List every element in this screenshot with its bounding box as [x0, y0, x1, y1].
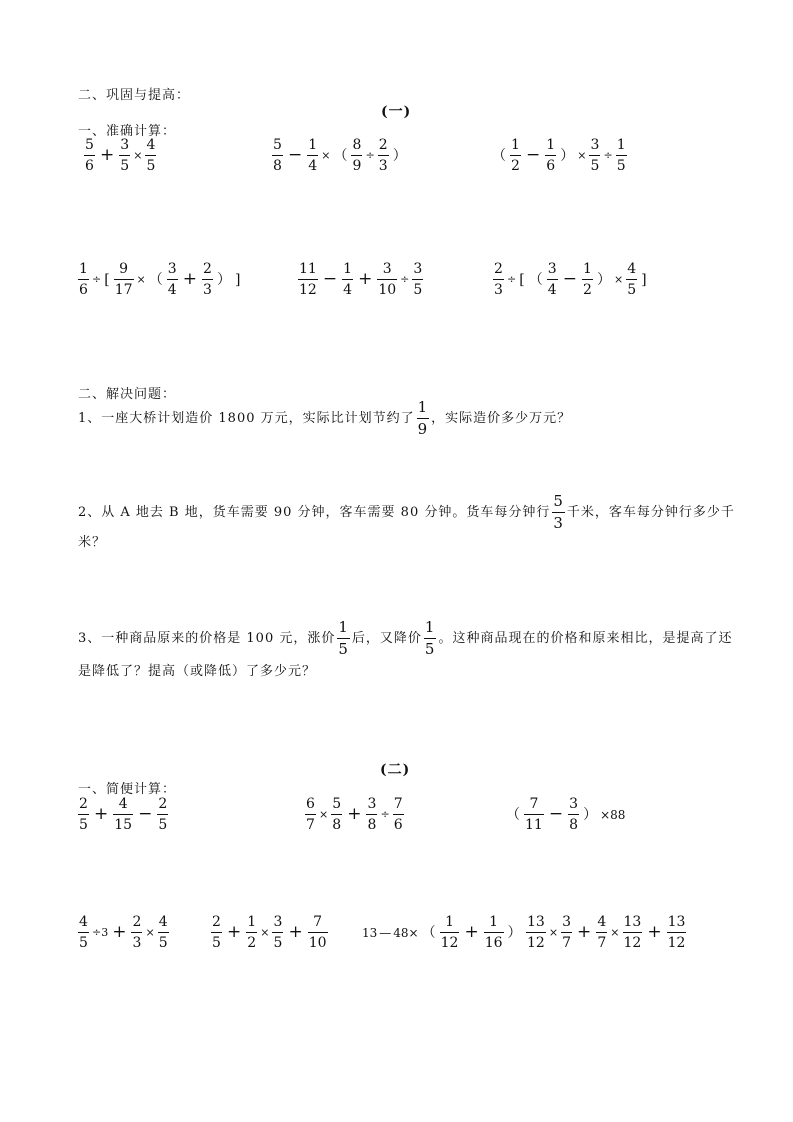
problem-2-text-c: 米？ [78, 535, 107, 550]
minus-sign: − [138, 804, 153, 824]
fraction [114, 262, 134, 297]
divide-sign: ÷ [400, 273, 410, 286]
expr-2-2 [296, 262, 425, 297]
left-bracket: [ [104, 271, 110, 288]
numerator: 2 [132, 914, 142, 930]
problem-3-text-d: 是降低了？提高（或降低）了多少元？ [78, 664, 317, 679]
numerator: 1 [445, 914, 454, 930]
fraction [667, 915, 687, 950]
denominator: 3 [131, 932, 142, 950]
right-bracket: ] [641, 271, 647, 288]
denominator: 2 [510, 155, 521, 173]
problem-1-text-b: ，实际造价多少万元？ [431, 411, 572, 426]
calc1-heading: 一、准确计算： [78, 124, 177, 139]
denominator: 7 [596, 932, 607, 950]
numerator: 13 [623, 914, 642, 930]
numerator: 1 [489, 914, 499, 930]
problem-3 [78, 620, 732, 657]
fraction [298, 262, 318, 297]
times-sign: × [613, 273, 624, 286]
part2-title: (二) [380, 762, 411, 778]
fraction [145, 138, 156, 173]
fraction [113, 797, 133, 832]
denominator: 15 [113, 814, 133, 832]
denominator: 5 [78, 814, 89, 832]
problem-3-text-a: 3、一种商品原来的价格是 100 元，涨价 [78, 631, 336, 646]
fraction [484, 915, 504, 950]
numerator: 5 [273, 137, 282, 153]
fraction [211, 915, 222, 950]
fraction [246, 915, 257, 950]
left-paren: （ [421, 924, 436, 941]
numerator: 1 [511, 137, 520, 153]
denominator: 9 [351, 155, 362, 173]
numerator: 2 [158, 796, 168, 812]
fraction [545, 138, 556, 173]
fraction [626, 262, 637, 297]
fraction [78, 262, 89, 297]
divide-sign: ÷ [380, 808, 390, 821]
right-paren: ） [596, 271, 611, 288]
minus-sign: − [322, 269, 338, 289]
numerator: 7 [393, 796, 403, 812]
fraction [307, 138, 318, 173]
number-13: 13 [362, 925, 378, 940]
fraction [377, 262, 397, 297]
problem-2-text-a: 2、从 A 地去 B 地，货车需要 90 分钟，客车需要 80 分钟。货车每分钟行 [78, 505, 551, 520]
left-paren: （ [528, 271, 543, 288]
numerator: 3 [590, 137, 600, 153]
numerator: 4 [597, 914, 607, 930]
times-sign: × [319, 808, 329, 821]
plus-sign: + [227, 922, 242, 942]
fraction [337, 620, 350, 657]
denominator: 12 [298, 279, 318, 297]
denominator: 12 [623, 932, 643, 950]
expr-4-4 [524, 915, 688, 950]
numerator: 1 [616, 137, 626, 153]
fraction [393, 797, 404, 832]
denominator: 6 [84, 155, 95, 173]
numerator: 3 [569, 796, 579, 812]
expr-1-1 [82, 138, 158, 173]
problem-2-text-b: 千米，客车每分钟行多少千 [566, 505, 735, 520]
right-paren: ） [392, 147, 407, 164]
plus-sign: + [112, 922, 127, 942]
numerator: 1 [546, 137, 556, 153]
plus-sign: + [347, 804, 362, 824]
numerator: 7 [313, 914, 323, 930]
times-sign: × [145, 926, 155, 939]
numerator: 3 [547, 261, 557, 277]
numerator: 13 [667, 914, 686, 930]
numerator: 3 [367, 796, 377, 812]
numerator: 3 [120, 137, 130, 153]
fraction [331, 797, 342, 832]
numerator: 1 [424, 618, 436, 636]
denominator: 3 [378, 155, 389, 173]
right-paren: ） [507, 924, 522, 941]
minus-sign: − [526, 145, 541, 165]
denominator: 5 [412, 279, 423, 297]
numerator: 3 [562, 914, 571, 930]
fraction [616, 138, 627, 173]
denominator: 4 [307, 155, 318, 173]
part1-title: (一) [381, 104, 412, 120]
fraction [526, 915, 546, 950]
problem-1 [78, 400, 571, 437]
fraction [308, 915, 328, 950]
numerator: 1 [417, 398, 429, 416]
problem-2 [78, 494, 735, 531]
fraction [158, 915, 169, 950]
problem-1-text-a: 1、一座大桥计划造价 1800 万元，实际比计划节约了 [78, 411, 415, 426]
plus-sign: + [182, 269, 197, 289]
numerator: 2 [203, 261, 212, 277]
expr-2-3 [491, 262, 649, 297]
right-paren: ） [560, 147, 575, 164]
denominator: 12 [440, 932, 460, 950]
fraction [510, 138, 521, 173]
denominator: 12 [667, 932, 687, 950]
fraction [568, 797, 579, 832]
numerator: 1 [582, 261, 592, 277]
denominator: 5 [157, 814, 168, 832]
denominator: 16 [484, 932, 504, 950]
fraction [119, 138, 130, 173]
numerator: 8 [352, 137, 362, 153]
denominator: 5 [119, 155, 130, 173]
fraction [157, 797, 168, 832]
denominator: 5 [158, 932, 169, 950]
expr-3-1 [76, 797, 170, 832]
denominator: 2 [582, 279, 593, 297]
problem-3-text-b: 后，又降价 [351, 631, 422, 646]
numerator: 5 [553, 492, 564, 510]
denominator: 8 [331, 814, 342, 832]
divide-sign: ÷ [92, 273, 102, 286]
fraction [589, 138, 600, 173]
numerator: 9 [119, 261, 129, 277]
denominator: 6 [545, 155, 556, 173]
minus-sign: − [562, 269, 577, 289]
numerator: 1 [79, 261, 88, 277]
numerator: 4 [146, 137, 156, 153]
times-sign: × [577, 149, 587, 162]
left-paren: （ [506, 806, 520, 823]
times-sign: × [321, 149, 331, 162]
calc2-heading: 一、简便计算： [78, 782, 177, 797]
fraction [366, 797, 377, 832]
times-sign: × [610, 926, 620, 939]
denominator: 10 [377, 279, 397, 297]
right-paren: ） [583, 806, 598, 823]
review-heading: 二、巩固与提高： [78, 88, 191, 103]
numerator: 3 [413, 261, 423, 277]
denominator: 9 [417, 420, 429, 438]
right-paren: ） [216, 271, 231, 288]
numerator: 1 [308, 137, 318, 153]
times-sign: × [136, 273, 146, 286]
numerator: 2 [212, 914, 221, 930]
numerator: 3 [167, 261, 177, 277]
denominator: 8 [366, 814, 377, 832]
fraction [412, 262, 423, 297]
numerator: 2 [494, 261, 503, 277]
divide-sign: ÷ [507, 273, 517, 286]
numerator: 4 [158, 914, 168, 930]
fraction [342, 262, 353, 297]
left-bracket: [ [519, 271, 525, 288]
fraction [272, 915, 283, 950]
fraction [78, 915, 89, 950]
fraction [561, 915, 572, 950]
expr-4-2 [209, 915, 330, 950]
divide-three: ÷3 [92, 926, 109, 939]
denominator: 3 [553, 514, 564, 532]
denominator: 12 [526, 932, 546, 950]
expr-4-1 [76, 915, 171, 950]
fraction [202, 262, 213, 297]
denominator: 5 [616, 155, 627, 173]
denominator: 5 [424, 640, 436, 658]
numerator: 5 [85, 137, 94, 153]
plus-sign: + [577, 922, 592, 942]
plus-sign: + [647, 922, 662, 942]
problem-3-text-c: 。这种商品现在的价格和原来相比，是提高了还 [438, 631, 733, 646]
fraction [417, 400, 430, 437]
numerator: 3 [382, 261, 392, 277]
numerator: 2 [378, 137, 388, 153]
numerator: 11 [299, 261, 317, 277]
plus-sign: + [288, 922, 303, 942]
expr-1-3 [490, 138, 629, 173]
fraction [84, 138, 95, 173]
denominator: 8 [272, 155, 283, 173]
times-sign: × [548, 926, 559, 939]
fraction [440, 915, 460, 950]
expr-3-3 [504, 797, 626, 832]
fraction [547, 262, 558, 297]
plus-sign: + [358, 269, 373, 289]
denominator: 10 [308, 932, 328, 950]
expr-3-2 [303, 797, 406, 832]
fraction [596, 915, 607, 950]
left-paren: （ [333, 147, 348, 164]
left-paren: （ [492, 147, 506, 164]
denominator: 4 [342, 279, 353, 297]
denominator: 8 [568, 814, 579, 832]
numerator: 4 [627, 261, 637, 277]
expr-4-3 [361, 915, 524, 950]
denominator: 5 [626, 279, 637, 297]
expr-2-1 [76, 262, 242, 297]
denominator: 17 [114, 279, 134, 297]
left-paren: （ [148, 271, 163, 288]
denominator: 11 [524, 814, 544, 832]
numerator: 4 [118, 796, 128, 812]
fraction [131, 915, 142, 950]
minus-sign: − [548, 804, 564, 824]
solve-heading: 二、解决问题： [78, 387, 177, 402]
denominator: 5 [338, 640, 349, 658]
long-dash: — [379, 925, 392, 940]
fraction [524, 797, 544, 832]
plus-sign: + [464, 922, 479, 942]
numerator: 1 [338, 618, 349, 636]
numerator: 4 [79, 914, 88, 930]
numerator: 7 [529, 796, 539, 812]
numerator: 3 [273, 914, 283, 930]
numerator: 1 [247, 914, 257, 930]
fraction [305, 797, 316, 832]
plus-sign: + [100, 145, 115, 165]
denominator: 5 [145, 155, 156, 173]
fraction [493, 262, 504, 297]
numerator: 1 [343, 261, 353, 277]
fraction [378, 138, 389, 173]
denominator: 3 [493, 279, 504, 297]
numerator: 6 [306, 796, 315, 812]
numerator: 2 [79, 796, 88, 812]
fraction [582, 262, 593, 297]
fraction [552, 494, 565, 531]
times-88: ×88 [600, 807, 626, 822]
numerator: 5 [332, 796, 342, 812]
denominator: 2 [246, 932, 257, 950]
denominator: 5 [211, 932, 222, 950]
denominator: 5 [272, 932, 283, 950]
denominator: 6 [393, 814, 404, 832]
denominator: 4 [167, 279, 178, 297]
divide-sign: ÷ [365, 149, 375, 162]
denominator: 7 [305, 814, 316, 832]
plus-sign: + [94, 804, 109, 824]
fraction [167, 262, 178, 297]
fraction [623, 915, 643, 950]
denominator: 7 [561, 932, 572, 950]
denominator: 4 [547, 279, 558, 297]
fraction [424, 620, 437, 657]
fraction [78, 797, 89, 832]
denominator: 5 [78, 932, 89, 950]
denominator: 3 [202, 279, 213, 297]
denominator: 6 [78, 279, 89, 297]
minus-sign: − [288, 145, 303, 165]
right-bracket: ] [234, 271, 241, 288]
fraction [351, 138, 362, 173]
times-sign: × [260, 926, 270, 939]
fraction [272, 138, 283, 173]
times-sign: × [133, 149, 143, 162]
divide-sign: ÷ [603, 149, 613, 162]
numerator: 13 [527, 914, 545, 930]
expr-1-2 [270, 138, 409, 173]
denominator: 5 [589, 155, 600, 173]
number-48-times: 48× [393, 925, 419, 940]
